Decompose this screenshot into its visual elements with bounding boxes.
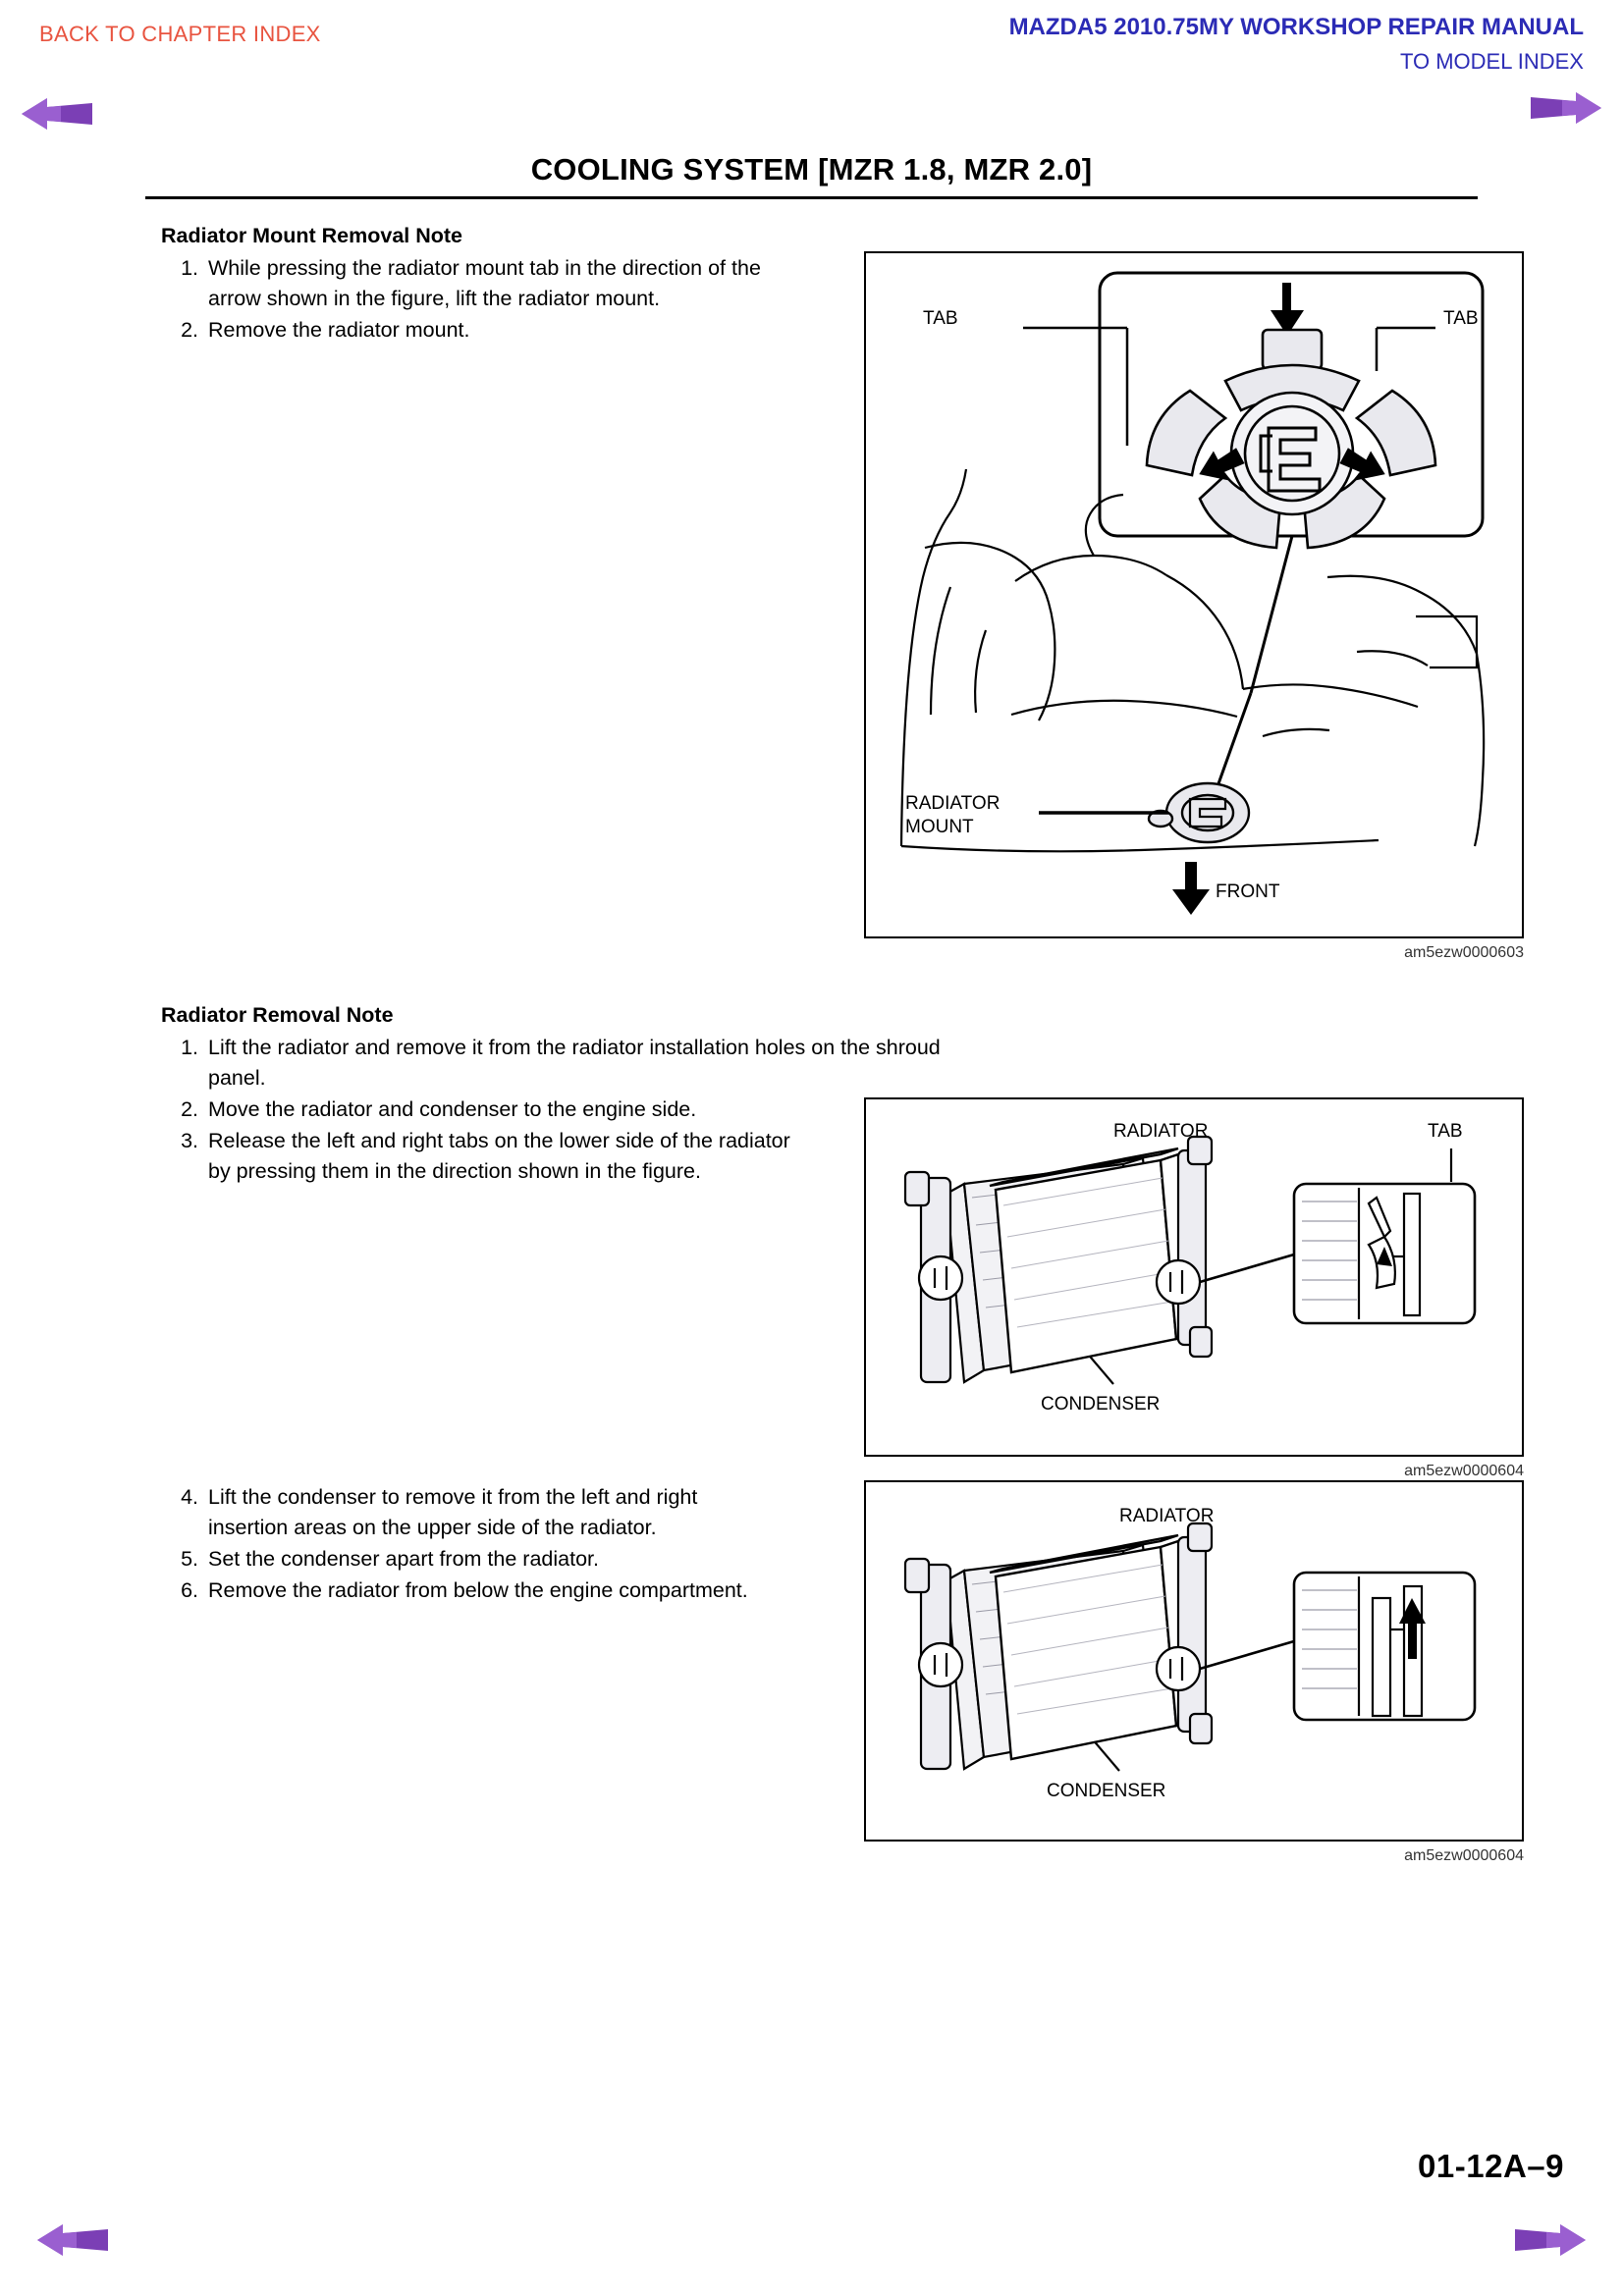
list-item (165, 315, 764, 346)
step-number: 6. (181, 1578, 198, 1602)
page-number: 01-12A–9 (1418, 2148, 1564, 2184)
manual-title: MAZDA5 2010.75MY WORKSHOP REPAIR MANUAL (1008, 14, 1584, 40)
label-tab-left: TAB (923, 308, 958, 329)
step-number: 4. (181, 1485, 198, 1509)
title-divider (145, 196, 1478, 199)
step-number: 5. (181, 1547, 198, 1571)
step-text: Remove the radiator mount. (208, 318, 470, 342)
label-tab: TAB (1428, 1121, 1463, 1142)
label-radiator: RADIATOR (1113, 1121, 1209, 1142)
figure-caption-condenser-removal: am5ezw0000604 (1404, 1847, 1524, 1864)
heading-radiator-mount-removal-note: Radiator Mount Removal Note (161, 224, 462, 247)
step-text: Release the left and right tabs on the lower side of the radiator by pressing them in the direction shown in the figure. (208, 1129, 790, 1183)
page-title: COOLING SYSTEM [MZR 1.8, MZR 2.0] (530, 152, 1093, 187)
step-number: 2. (181, 318, 198, 342)
back-to-chapter-index-link[interactable]: BACK TO CHAPTER INDEX (39, 22, 321, 46)
heading-radiator-removal-note: Radiator Removal Note (161, 1003, 394, 1027)
figure-caption-radiator-tabs: am5ezw0000604 (1404, 1463, 1524, 1479)
label-front: FRONT (1216, 881, 1280, 902)
list-item (165, 1095, 950, 1125)
list-item (165, 1126, 817, 1187)
label-radiator: RADIATOR (1119, 1506, 1215, 1526)
steps-radiator-removal (165, 1033, 950, 1188)
previous-page-arrow-bottom[interactable] (37, 2220, 108, 2260)
steps-radiator-removal-continued (165, 1482, 774, 1607)
figure-radiator-mount (864, 251, 1524, 938)
step-number: 2. (181, 1097, 198, 1121)
list-item (165, 253, 764, 314)
step-number: 3. (181, 1129, 198, 1152)
step-number: 1. (181, 256, 198, 280)
step-text: Set the condenser apart from the radiator. (208, 1547, 599, 1571)
label-radiator-mount-line1: RADIATOR (905, 793, 1001, 814)
step-text: Remove the radiator from below the engine compartment. (208, 1578, 748, 1602)
label-tab-right: TAB (1443, 308, 1479, 329)
figure-condenser-removal (864, 1480, 1524, 1842)
step-text: Move the radiator and condenser to the engine side. (208, 1097, 697, 1121)
label-condenser: CONDENSER (1047, 1781, 1166, 1801)
figure-radiator-tabs (864, 1097, 1524, 1457)
label-condenser: CONDENSER (1041, 1394, 1161, 1415)
to-model-index-link[interactable]: TO MODEL INDEX (1399, 49, 1584, 74)
next-page-arrow-bottom[interactable] (1515, 2220, 1586, 2260)
previous-page-arrow-top[interactable] (22, 94, 92, 133)
figure-caption-radiator-mount: am5ezw0000603 (1404, 944, 1524, 961)
label-radiator-mount-line2: MOUNT (905, 817, 974, 837)
list-item (165, 1575, 774, 1606)
list-item (165, 1544, 774, 1575)
step-text: Lift the condenser to remove it from the left and right insertion areas on the upper side of the radiator. (208, 1485, 698, 1539)
steps-radiator-mount-removal (165, 253, 764, 347)
step-text: While pressing the radiator mount tab in the direction of the arrow shown in the figure, lift the radiator mount. (208, 256, 761, 310)
list-item (165, 1033, 950, 1094)
list-item (165, 1482, 774, 1543)
step-text: Lift the radiator and remove it from the radiator installation holes on the shroud panel. (208, 1036, 941, 1090)
step-number: 1. (181, 1036, 198, 1059)
next-page-arrow-top[interactable] (1531, 88, 1601, 128)
